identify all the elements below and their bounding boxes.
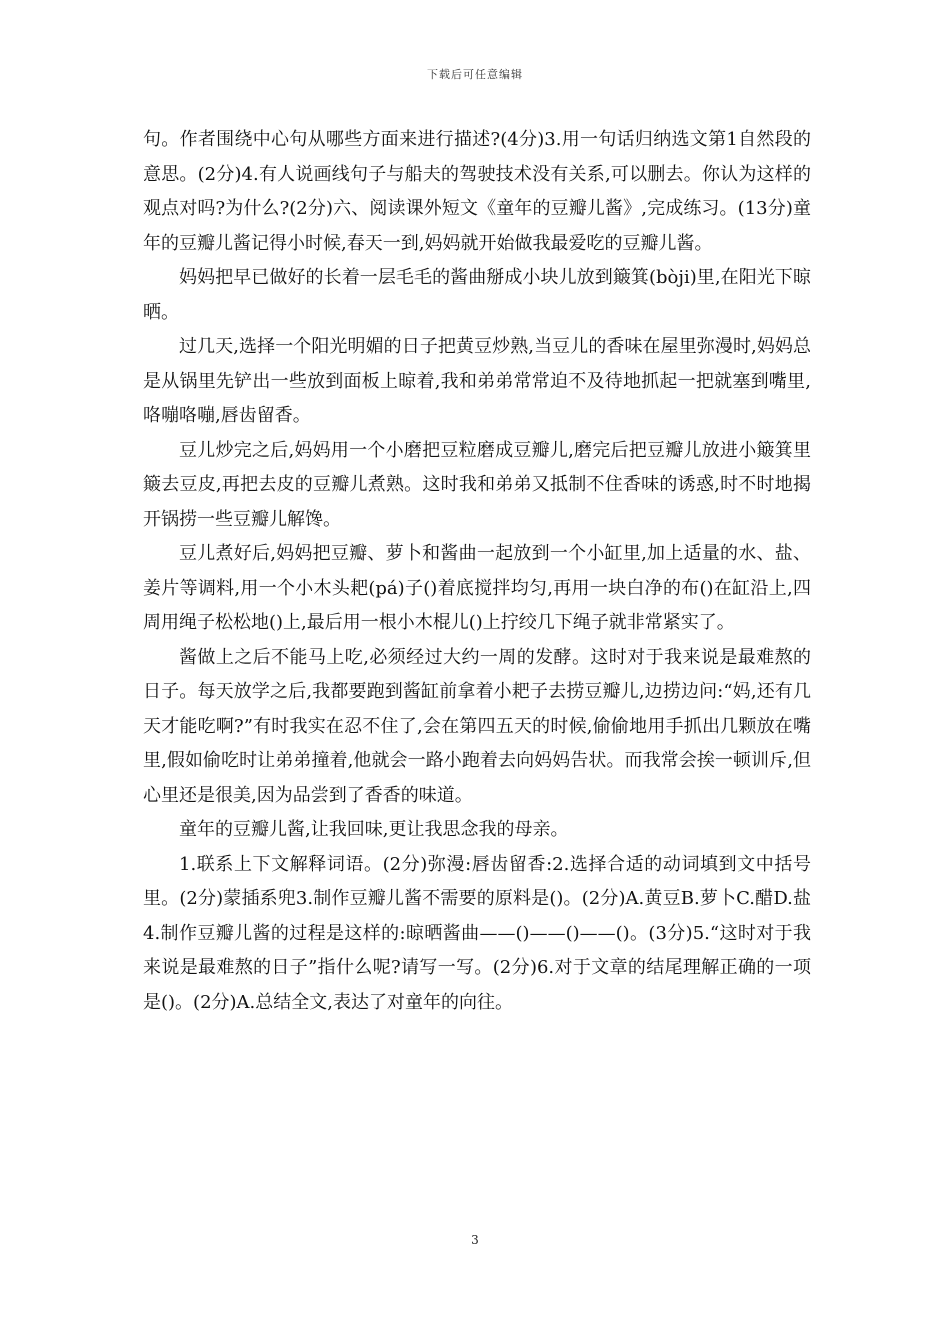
paragraph-grinding-beans: 豆儿炒完之后,妈妈用一个小磨把豆粒磨成豆瓣儿,磨完后把豆瓣儿放进小簸箕里簸去豆皮,再把去皮的豆瓣儿煮熟。这时我和弟弟又抵制不住香味的诱惑,时不时地揭开锅捞一些豆瓣儿解馋。: [143, 439, 811, 530]
document-body: [143, 123, 811, 1020]
page-header: 下载后可任意编辑: [427, 68, 523, 81]
paragraph-roasting-beans: 过几天,选择一个阳光明媚的日子把黄豆炒熟,当豆儿的香味在屋里弥漫时,妈妈总是从锅里先铲出一些放到面板上晾着,我和弟弟常常迫不及待地抓起一把就塞到嘴里,咯嘣咯嘣,唇齿留香。: [143, 336, 811, 426]
paragraph-questions-intro: 句。作者围绕中心句从哪些方面来进行描述?(4分)3.用一句话归纳选文第1自然段的意思。(2分)4.有人说画线句子与船夫的驾驶技术没有关系,可以删去。你认为这样的观点对吗?为什么?(2分)六、阅读课外短文《童年的豆瓣儿酱》,完成练习。(13分)童年的豆瓣儿酱记得小时候,春天一到,妈妈就开始做我最爱吃的豆瓣儿酱。: [143, 129, 811, 254]
paragraph-sealing-jar: 豆儿煮好后,妈妈把豆瓣、萝卜和酱曲一起放到一个小缸里,加上适量的水、盐、姜片等调料,用一个小木头耙(pá)子()着底搅拌均匀,再用一块白净的布()在缸沿上,四周用绳子松松地()上,最后用一根小木棍儿()上拧绞几下绳子就非常紧实了。: [143, 543, 811, 633]
paragraph-exercises: 1.联系上下文解释词语。(2分)弥漫:唇齿留香:2.选择合适的动词填到文中括号里。(2分)蒙插系兜3.制作豆瓣儿酱不需要的原料是()。(2分)A.黄豆B.萝卜C.醋D.盐4.制作豆瓣儿酱的过程是这样的:晾晒酱曲——()——()——()。(3分)5.“这时对于我来说是最难熬的日子”指什么呢?请写一写。(2分)6.对于文章的结尾理解正确的一项是()。(2分)A.总结全文,表达了对童年的向往。: [143, 853, 811, 1013]
page-number: 3: [471, 1233, 479, 1247]
paragraph-conclusion: 童年的豆瓣儿酱,让我回味,更让我思念我的母亲。: [179, 819, 569, 840]
paragraph-drying-koji: 妈妈把早已做好的长着一层毛毛的酱曲掰成小块儿放到簸箕(bòji)里,在阳光下晾晒。: [143, 267, 811, 323]
paragraph-fermentation: 酱做上之后不能马上吃,必须经过大约一周的发酵。这时对于我来说是最难熬的日子。每天放学之后,我都要跑到酱缸前拿着小耙子去捞豆瓣儿,边捞边问:“妈,还有几天才能吃啊?”有时我实在忍不住了,会在第四五天的时候,偷偷地用手抓出几颗放在嘴里,假如偷吃时让弟弟撞着,他就会一路小跑着去向妈妈告状。而我常会挨一顿训斥,但心里还是很美,因为品尝到了香香的味道。: [143, 646, 811, 806]
